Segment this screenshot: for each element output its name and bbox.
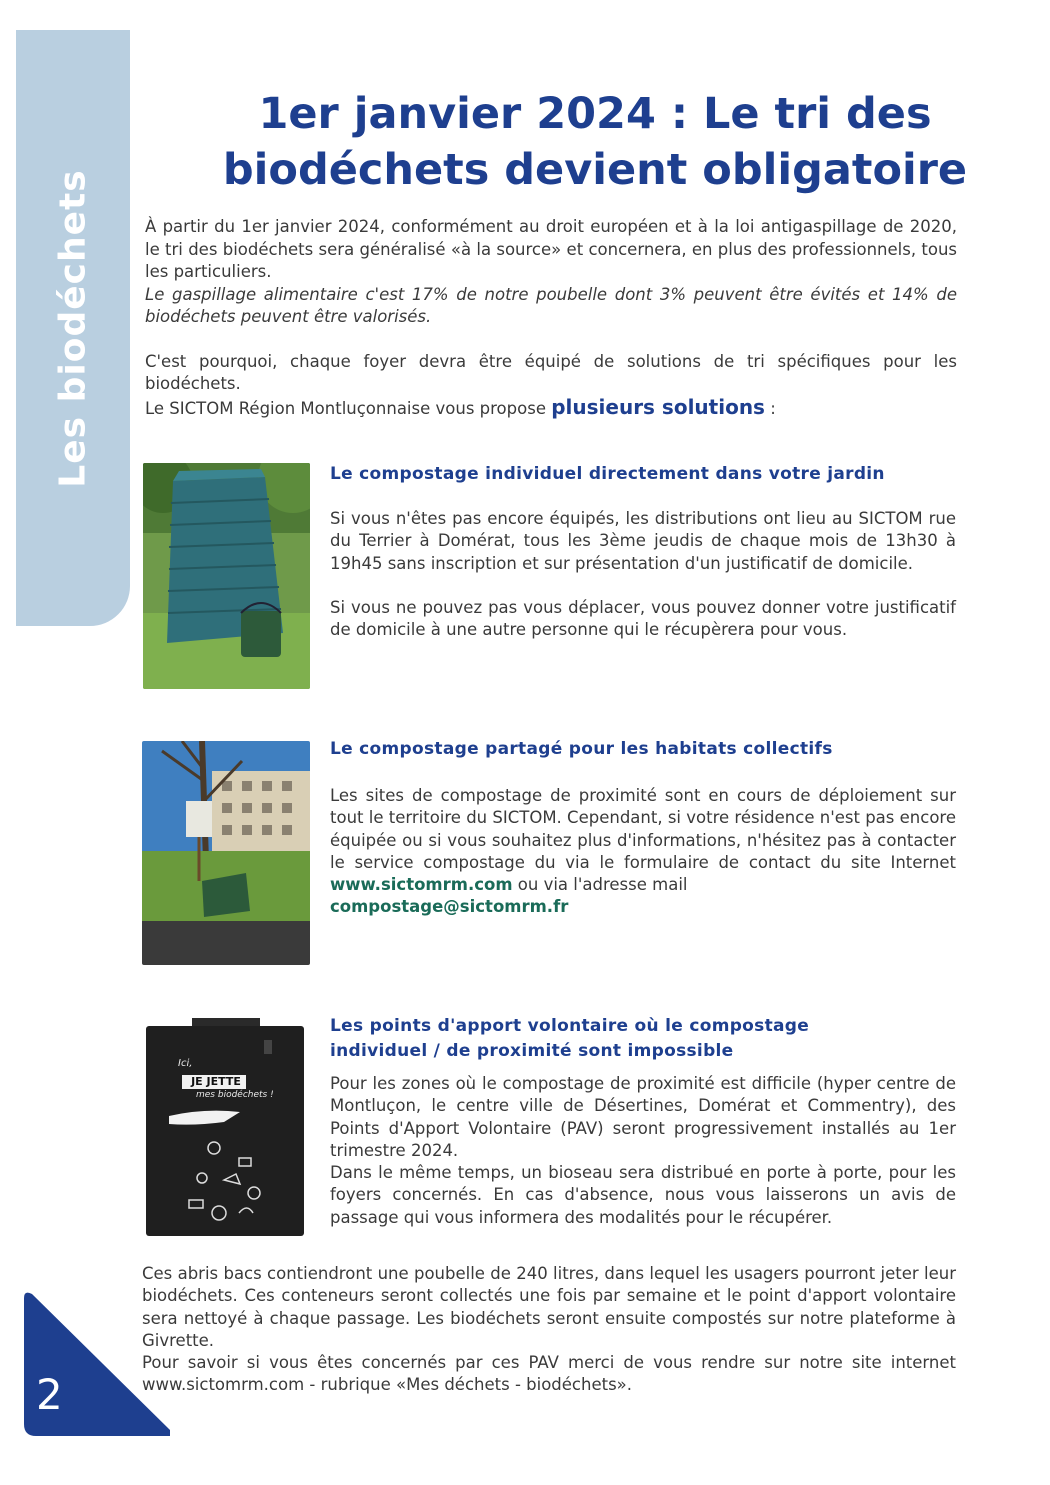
intro-paragraph-2: C'est pourquoi, chaque foyer devra être équipé de solutions de tri spécifiques pour les biodéchets.	[145, 351, 957, 393]
individual-composting-paragraph-1: Si vous n'êtes pas encore équipés, les distributions ont lieu au SICTOM rue du Terrier à Domérat, tous les 3ème jeudis de chaque mois de 13h30 à 19h45 sans inscription et sur présentation d'un justificatif de domicile.	[330, 509, 956, 573]
composter-garden-photo	[143, 463, 310, 689]
footer-text	[142, 1263, 956, 1397]
side-tab-label: Les biodéchets	[52, 168, 94, 488]
section-title-individual-composting: Le compostage individuel directement dans votre jardin	[330, 464, 885, 484]
page-title-line2: biodéchets devient obligatoire	[222, 145, 968, 195]
shared-composting-text: Les sites de compostage de proximité sont en cours de déploiement sur tout le territoire du SICTOM. Cependant, si votre résidence n'est pas encore équipée ou si vous souhaitez plus d'informations, n'hésitez pas à contacter le service compostage du via le formulaire de contact du site Internet	[330, 786, 956, 872]
pav-bin-photo	[144, 1018, 306, 1238]
intro-solutions-highlight: plusieurs solutions	[551, 394, 765, 419]
section-title-shared-composting: Le compostage partagé pour les habitats collectifs	[330, 739, 833, 759]
section-body-shared-composting	[330, 785, 956, 919]
shared-composting-mail-text: ou via l'adresse mail	[512, 875, 688, 895]
intro-solutions-suffix: :	[764, 398, 776, 418]
section-title-pav	[330, 1014, 930, 1064]
intro-italic-note: Le gaspillage alimentaire c'est 17% de notre poubelle dont 3% peuvent être évités et 14% de biodéchets peuvent être valorisés.	[145, 284, 957, 326]
website-link[interactable]: www.sictomrm.com	[330, 875, 513, 895]
intro-text	[145, 216, 957, 420]
individual-composting-paragraph-2: Si vous ne pouvez pas vous déplacer, vous pouvez donner votre justificatif de domicile à une autre personne qui le récupèrera pour vous.	[330, 597, 956, 640]
shared-composting-paragraph	[330, 785, 956, 919]
page-title-line1: 1er janvier 2024 : Le tri des	[258, 89, 932, 139]
footer-paragraph-1: Ces abris bacs contiendront une poubelle de 240 litres, dans lequel les usagers pourront jeter leur biodéchets. Ces conteneurs seront collectés une fois par semaine et le point d'apport volontaire sera nettoyé à chaque passage. Les biodéchets seront ensuite compostés sur notre plateforme à Givrette.	[142, 1264, 956, 1350]
intro-paragraph-3	[145, 396, 957, 421]
section-body-individual-composting	[330, 508, 956, 641]
intro-solutions-prefix: Le SICTOM Région Montluçonnaise vous propose	[145, 398, 552, 418]
page-number: 2	[36, 1370, 63, 1419]
shared-composting-photo	[142, 741, 310, 965]
pav-paragraph-2: Dans le même temps, un bioseau sera distribué en porte à porte, pour les foyers concernés. En cas d'absence, nous vous laisserons un avis de passage qui vous informera des modalités pour le récupérer.	[330, 1163, 956, 1227]
page-title	[140, 86, 1050, 198]
pav-paragraph-1: Pour les zones où le compostage de proximité est difficile (hyper centre de Montluçon, le centre ville de Désertines, Domérat et Commentry), des Points d'Apport Volontaire (PAV) seront progressivement installés au 1er trimestre 2024.	[330, 1074, 956, 1160]
footer-paragraph-2: Pour savoir si vous êtes concernés par ces PAV merci de vous rendre sur notre site internet www.sictomrm.com - rubrique «Mes déchets - biodéchets».	[142, 1353, 956, 1395]
side-tab-label-wrap	[16, 30, 130, 626]
section-body-pav	[330, 1073, 956, 1229]
intro-paragraph: À partir du 1er janvier 2024, conformément au droit européen et à la loi antigaspillage de 2020, le tri des biodéchets sera généralisé «à la source» et concernera, en plus des professionnels, tous les particuliers.	[145, 217, 957, 281]
bin-label: JE JETTE	[191, 1075, 241, 1088]
pav-title-line2: individuel / de proximité sont impossible	[330, 1041, 734, 1061]
email-link[interactable]: compostage@sictomrm.fr	[330, 897, 569, 917]
bin-small-text: Ici,	[178, 1058, 193, 1069]
pav-title-line1: Les points d'apport volontaire où le compostage	[330, 1016, 810, 1036]
bin-sub-label: mes biodéchets !	[196, 1090, 274, 1100]
